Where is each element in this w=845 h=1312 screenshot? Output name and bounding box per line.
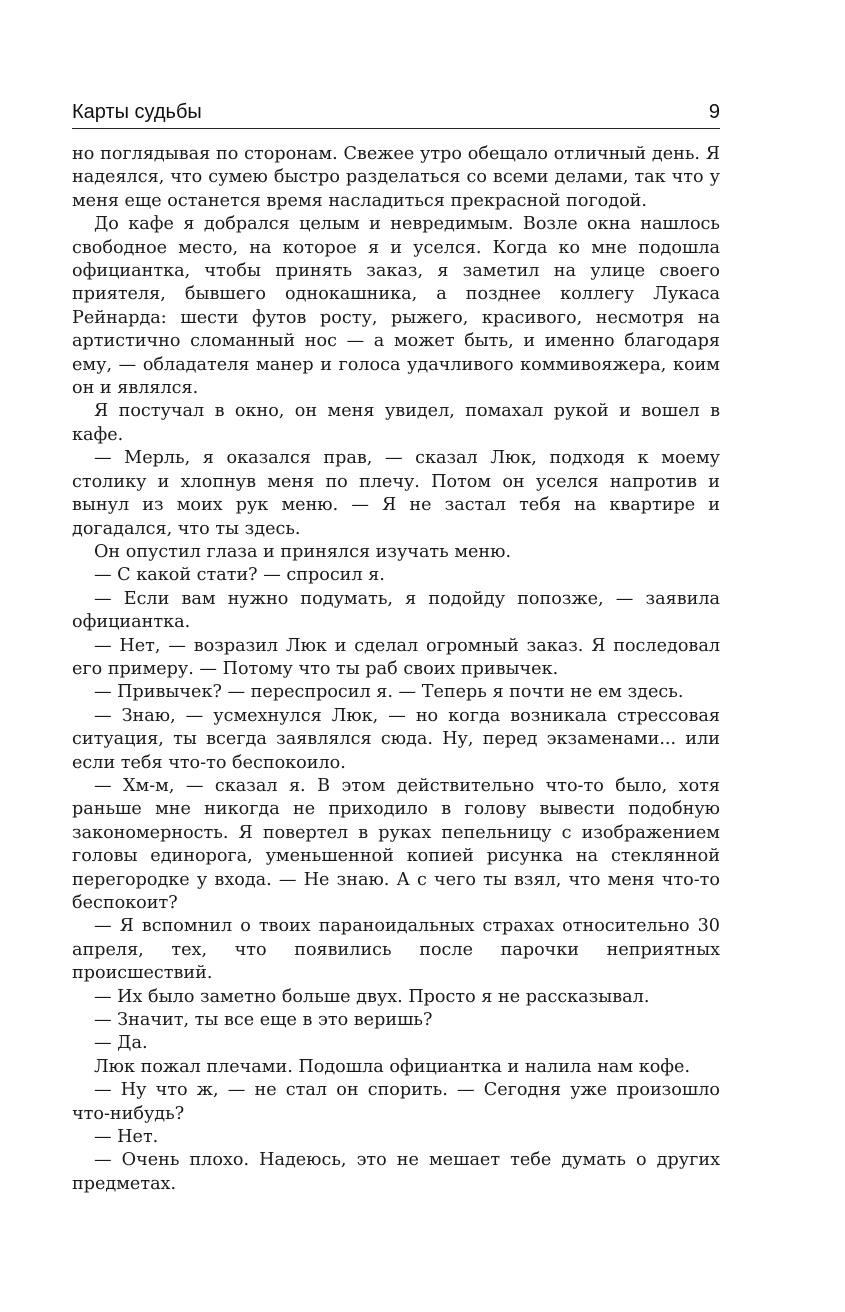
running-title: Карты судьбы <box>72 101 202 123</box>
paragraph: — Я вспомнил о твоих параноидальных страхах относительно 30 апреля, тех, что появились после парочки неприятных происшествий. <box>72 916 720 984</box>
paragraph: — Очень плохо. Надеюсь, это не мешает тебе думать о других предметах. <box>72 1150 720 1194</box>
paragraph: Я постучал в окно, он меня увидел, помахал рукой и вошел в кафе. <box>72 401 720 445</box>
page-number: 9 <box>708 101 720 123</box>
paragraph: — Мерль, я оказался прав, — сказал Люк, подходя к моему столику и хлопнув меня по плечу. Потом он уселся напротив и вынул из моих рук меню. — Я не застал тебя на квартире и догадался, что ты здесь. <box>72 448 720 539</box>
paragraph: — С какой стати? — спросил я. <box>94 565 385 586</box>
body-text <box>72 143 720 1196</box>
paragraph: — Их было заметно больше двух. Просто я не рассказывал. <box>94 986 650 1007</box>
paragraph: — Ну что ж, — не стал он спорить. — Сегодня уже произошло что-нибудь? <box>72 1080 720 1124</box>
paragraph: — Да. <box>94 1033 148 1054</box>
running-header <box>72 98 720 126</box>
paragraph: — Если вам нужно подумать, я подойду попозже, — заявила официантка. <box>72 588 720 633</box>
paragraph: До кафе я добрался целым и невредимым. Возле окна нашлось свободное место, на которое я и уселся. Когда ко мне подошла официантка, чтобы принять заказ, я заметил на улице своего приятеля, бывшего однокашника, а позднее коллегу Лукаса Рейнарда: шести футов росту, рыжего, красивого, несмотря на артистично сломанный нос — а может быть, и именно благодаря ему, — обладателя манер и голоса удачливого коммивояжера, коим он и являлся. <box>72 214 720 399</box>
book-page <box>72 98 720 1196</box>
paragraph: но поглядывая по сторонам. Свежее утро обещало отличный день. Я надеялся, что сумею быстро разделаться со всеми делами, так что у меня еще останется время насладиться прекрасной погодой. <box>72 144 720 211</box>
paragraph: — Знаю, — усмехнулся Люк, — но когда возникала стрессовая ситуация, ты всегда заявлялся сюда. Ну, перед экзаменами... или если тебя что-то беспокоило. <box>72 705 720 773</box>
paragraph: — Значит, ты все еще в это веришь? <box>94 1010 433 1031</box>
paragraph: Он опустил глаза и принялся изучать меню. <box>94 541 512 562</box>
paragraph: — Привычек? — переспросил я. — Теперь я почти не ем здесь. <box>94 682 684 703</box>
paragraph: — Нет, — возразил Люк и сделал огромный заказ. Я последовал его примеру. — Потому что ты раб своих привычек. <box>72 635 720 679</box>
paragraph: — Нет. <box>94 1127 159 1148</box>
paragraph: Люк пожал плечами. Подошла официантка и налила нам кофе. <box>94 1056 691 1077</box>
paragraph: — Хм-м, — сказал я. В этом действительно что-то было, хотя раньше мне никогда не приходило в голову вывести подобную закономерность. Я повертел в руках пепельницу с изображением головы единорога, уменьшенной копией рисунка на стеклянной перегородке у входа. — Не знаю. А с чего ты взял, что меня что-то беспокоит? <box>72 775 720 913</box>
header-rule <box>72 128 720 129</box>
